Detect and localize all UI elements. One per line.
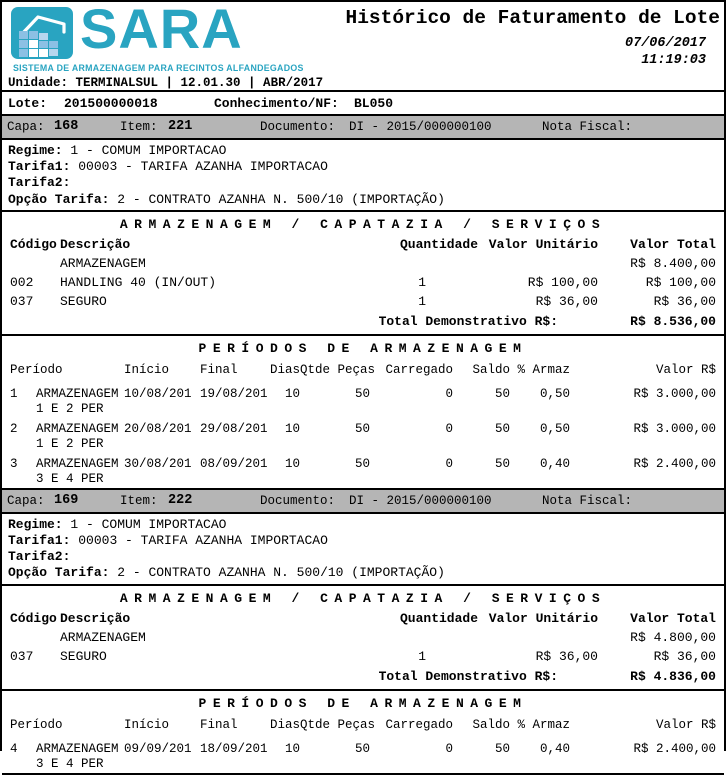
cell-saldo: 50 [494, 456, 510, 471]
col-final: Final [200, 362, 238, 377]
periods-box [2, 336, 724, 490]
col-quantidade: Quantidade [399, 236, 478, 252]
cell-valor: R$ 3.000,00 [633, 421, 716, 436]
cell-saldo: 50 [494, 386, 510, 401]
col-valor-unitario: Valor Unitário [488, 236, 598, 252]
cell-descricao: ARMAZENAGEM [60, 255, 146, 271]
regime-label: Regime: [8, 143, 63, 158]
cell-valor-total: R$ 100,00 [645, 274, 716, 290]
cell-carregado: 0 [445, 421, 453, 436]
cell-valor-unitario [478, 254, 598, 273]
periods-title: PERÍODOS DE ARMAZENAGEM [198, 340, 528, 356]
capa-value: 168 [54, 119, 79, 134]
col-perc-armaz: % Armaz [517, 362, 570, 377]
cell-valor-unitario: R$ 36,00 [535, 293, 598, 309]
col-periodo: Período [10, 362, 63, 377]
periods-title: PERÍODOS DE ARMAZENAGEM [198, 695, 528, 711]
cell-descricao-line2: 3 E 4 PER [36, 756, 104, 771]
capa-value: 169 [54, 492, 79, 508]
capa-label: Capa: [7, 493, 45, 508]
periods-box [2, 691, 724, 775]
cell-codigo [10, 628, 60, 647]
total-row [2, 311, 724, 332]
table-row [10, 386, 716, 416]
cell-descricao: ARMAZENAGEM [36, 421, 119, 436]
table-row [10, 628, 716, 647]
documento-value: DI - 2015/000000100 [349, 493, 492, 508]
tarifa2-label: Tarifa2: [8, 549, 71, 565]
cell-inicio: 30/08/201 [124, 456, 192, 471]
nota-fiscal-label: Nota Fiscal: [542, 120, 633, 134]
cell-dias: 10 [284, 421, 300, 436]
tarifa1-value: 00003 - TARIFA AZANHA IMPORTACAO [78, 533, 328, 549]
cell-qtde-pecas: 50 [354, 421, 370, 436]
col-codigo: Código [10, 236, 57, 252]
col-periodo: Período [10, 717, 63, 732]
report-datetime [625, 35, 706, 69]
cell-descricao-line2: 1 E 2 PER [36, 401, 104, 416]
regime-box [2, 514, 724, 586]
conhecimento-value: BL050 [354, 96, 394, 111]
services-box [2, 586, 724, 691]
tarifa1-label: Tarifa1: [8, 533, 71, 549]
cell-final: 29/08/201 [200, 421, 268, 436]
documento-value: DI - 2015/000000100 [349, 120, 492, 134]
capa-bar [2, 116, 724, 140]
cell-carregado: 0 [445, 741, 453, 756]
cell-valor-total: R$ 4.800,00 [630, 629, 716, 645]
cell-valor: R$ 2.400,00 [633, 741, 716, 756]
col-dias: Dias [270, 362, 301, 377]
col-valor-total: Valor Total [630, 236, 716, 252]
opcao-tarifa-value: 2 - CONTRATO AZANHA N. 500/10 (IMPORTAÇÃO) [117, 565, 445, 581]
cell-valor-total: R$ 36,00 [653, 293, 716, 309]
cell-codigo [10, 254, 60, 273]
brand-wordmark: SARA [80, 0, 243, 60]
unidade-line [8, 76, 323, 90]
item-label: Item: [120, 120, 158, 134]
col-descricao: Descrição [60, 236, 131, 252]
lote-row [2, 92, 724, 116]
cell-inicio: 10/08/201 [124, 386, 192, 401]
item-label: Item: [120, 493, 158, 508]
col-qtde-pecas: Qtde Peças [300, 362, 376, 377]
col-valor: Valor R$ [655, 717, 716, 732]
table-row [10, 421, 716, 451]
cell-valor-total: R$ 8.400,00 [630, 255, 716, 271]
cell-descricao-line2: 1 E 2 PER [36, 436, 104, 451]
cell-dias: 10 [284, 456, 300, 471]
cell-periodo: 1 [10, 386, 18, 401]
table-row [10, 741, 716, 771]
cell-periodo: 3 [10, 456, 18, 471]
col-inicio: Início [124, 362, 170, 377]
cell-codigo: 037 [10, 293, 34, 309]
total-row [2, 666, 724, 687]
services-header-row [10, 609, 716, 628]
total-value: R$ 8.536,00 [630, 313, 716, 329]
col-saldo: Saldo [472, 362, 510, 377]
col-carregado: Carregado [385, 362, 453, 377]
tarifa1-label: Tarifa1: [8, 159, 71, 175]
documento-label: Documento: [260, 493, 336, 508]
cell-codigo: 002 [10, 274, 34, 290]
cell-final: 08/09/201 [200, 456, 268, 471]
table-row [10, 456, 716, 486]
cell-valor-unitario [478, 628, 598, 647]
periods-table [2, 359, 724, 486]
services-table [2, 235, 724, 311]
regime-label: Regime: [8, 516, 63, 532]
sara-logo-icon [11, 7, 73, 63]
col-inicio: Início [124, 717, 170, 732]
item-value: 221 [168, 119, 193, 134]
opcao-tarifa-label: Opção Tarifa: [8, 191, 110, 207]
unidade-value: TERMINALSUL | 12.01.30 | ABR/2017 [75, 76, 324, 90]
cell-quantidade: 1 [418, 274, 426, 290]
cell-perc-armaz: 0,40 [539, 456, 570, 471]
cell-descricao: HANDLING 40 (IN/OUT) [60, 274, 217, 290]
cell-quantidade: 1 [418, 648, 426, 664]
tarifa2-label: Tarifa2: [8, 175, 71, 191]
col-descricao: Descrição [60, 610, 131, 626]
regime-box [2, 140, 724, 212]
regime-value: 1 - COMUM IMPORTACAO [70, 143, 227, 158]
regime-value: 1 - COMUM IMPORTACAO [70, 516, 227, 532]
table-row [10, 273, 716, 292]
lote-label: Lote: [8, 96, 48, 111]
cell-perc-armaz: 0,50 [539, 386, 570, 401]
services-title: ARMAZENAGEM / CAPATAZIA / SERVIÇOS [119, 216, 607, 232]
cell-codigo: 037 [10, 648, 34, 664]
services-table [2, 609, 724, 666]
cell-descricao: ARMAZENAGEM [60, 629, 146, 645]
col-valor: Valor R$ [655, 362, 716, 377]
report-time: 11:19:03 [641, 53, 706, 68]
col-quantidade: Quantidade [399, 610, 478, 626]
col-dias: Dias [270, 717, 301, 732]
services-box [2, 212, 724, 336]
total-label: Total Demonstrativo R$: [378, 668, 558, 684]
total-label: Total Demonstrativo R$: [378, 313, 558, 329]
col-carregado: Carregado [385, 717, 453, 732]
cell-final: 19/08/201 [200, 386, 268, 401]
cell-valor-unitario: R$ 36,00 [535, 648, 598, 664]
cell-inicio: 09/09/201 [124, 741, 192, 756]
cell-perc-armaz: 0,40 [539, 741, 570, 756]
cell-descricao: SEGURO [60, 293, 107, 309]
item-value: 222 [168, 492, 193, 508]
periods-header-row [10, 359, 716, 381]
table-row [10, 254, 716, 273]
cell-descricao: ARMAZENAGEM [36, 456, 119, 471]
cell-inicio: 20/08/201 [124, 421, 192, 436]
cell-periodo: 2 [10, 421, 18, 436]
cell-carregado: 0 [445, 456, 453, 471]
col-codigo: Código [10, 610, 57, 626]
capa-label: Capa: [7, 120, 45, 134]
nota-fiscal-label: Nota Fiscal: [542, 493, 633, 508]
col-valor-unitario: Valor Unitário [488, 610, 598, 626]
report-date: 07/06/2017 [624, 36, 706, 51]
col-qtde-pecas: Qtde Peças [300, 717, 376, 732]
documento-label: Documento: [260, 120, 336, 134]
cell-descricao: ARMAZENAGEM [36, 741, 119, 756]
cell-qtde-pecas: 50 [354, 386, 370, 401]
capa-bar [2, 490, 724, 514]
total-value: R$ 4.836,00 [630, 668, 716, 684]
unidade-label: Unidade: [8, 76, 69, 90]
periods-table [2, 714, 724, 771]
col-final: Final [200, 717, 238, 732]
cell-valor-total: R$ 36,00 [653, 648, 716, 664]
col-saldo: Saldo [472, 717, 510, 732]
opcao-tarifa-value: 2 - CONTRATO AZANHA N. 500/10 (IMPORTAÇÃO) [117, 191, 445, 207]
cell-quantidade [358, 254, 478, 273]
conhecimento-label: Conhecimento/NF: [214, 96, 339, 111]
cell-valor-unitario: R$ 100,00 [527, 274, 598, 290]
report-header [2, 2, 724, 92]
page-title: Histórico de Faturamento de Lote [345, 7, 720, 29]
cell-qtde-pecas: 50 [354, 741, 370, 756]
table-row [10, 647, 716, 666]
cell-descricao: SEGURO [60, 648, 107, 664]
cell-saldo: 50 [494, 741, 510, 756]
cell-carregado: 0 [445, 386, 453, 401]
cell-valor: R$ 3.000,00 [633, 386, 716, 401]
services-header-row [10, 235, 716, 254]
col-valor-total: Valor Total [630, 610, 716, 626]
cell-dias: 10 [284, 386, 300, 401]
cell-quantidade: 1 [418, 293, 426, 309]
brand-subtitle: SISTEMA DE ARMAZENAGEM PARA RECINTOS ALFANDEGADOS [13, 63, 304, 73]
cell-descricao: ARMAZENAGEM [36, 386, 119, 401]
tarifa1-value: 00003 - TARIFA AZANHA IMPORTACAO [78, 159, 328, 175]
services-title: ARMAZENAGEM / CAPATAZIA / SERVIÇOS [119, 590, 607, 606]
cell-quantidade [358, 628, 478, 647]
table-row [10, 292, 716, 311]
cell-saldo: 50 [494, 421, 510, 436]
cell-dias: 10 [284, 741, 300, 756]
cell-qtde-pecas: 50 [354, 456, 370, 471]
col-perc-armaz: % Armaz [517, 717, 570, 732]
lote-value: 201500000018 [64, 96, 158, 111]
periods-header-row [10, 714, 716, 736]
cell-final: 18/09/201 [200, 741, 268, 756]
cell-valor: R$ 2.400,00 [633, 456, 716, 471]
cell-descricao-line2: 3 E 4 PER [36, 471, 104, 486]
cell-perc-armaz: 0,50 [539, 421, 570, 436]
opcao-tarifa-label: Opção Tarifa: [8, 565, 110, 581]
cell-periodo: 4 [10, 741, 18, 756]
